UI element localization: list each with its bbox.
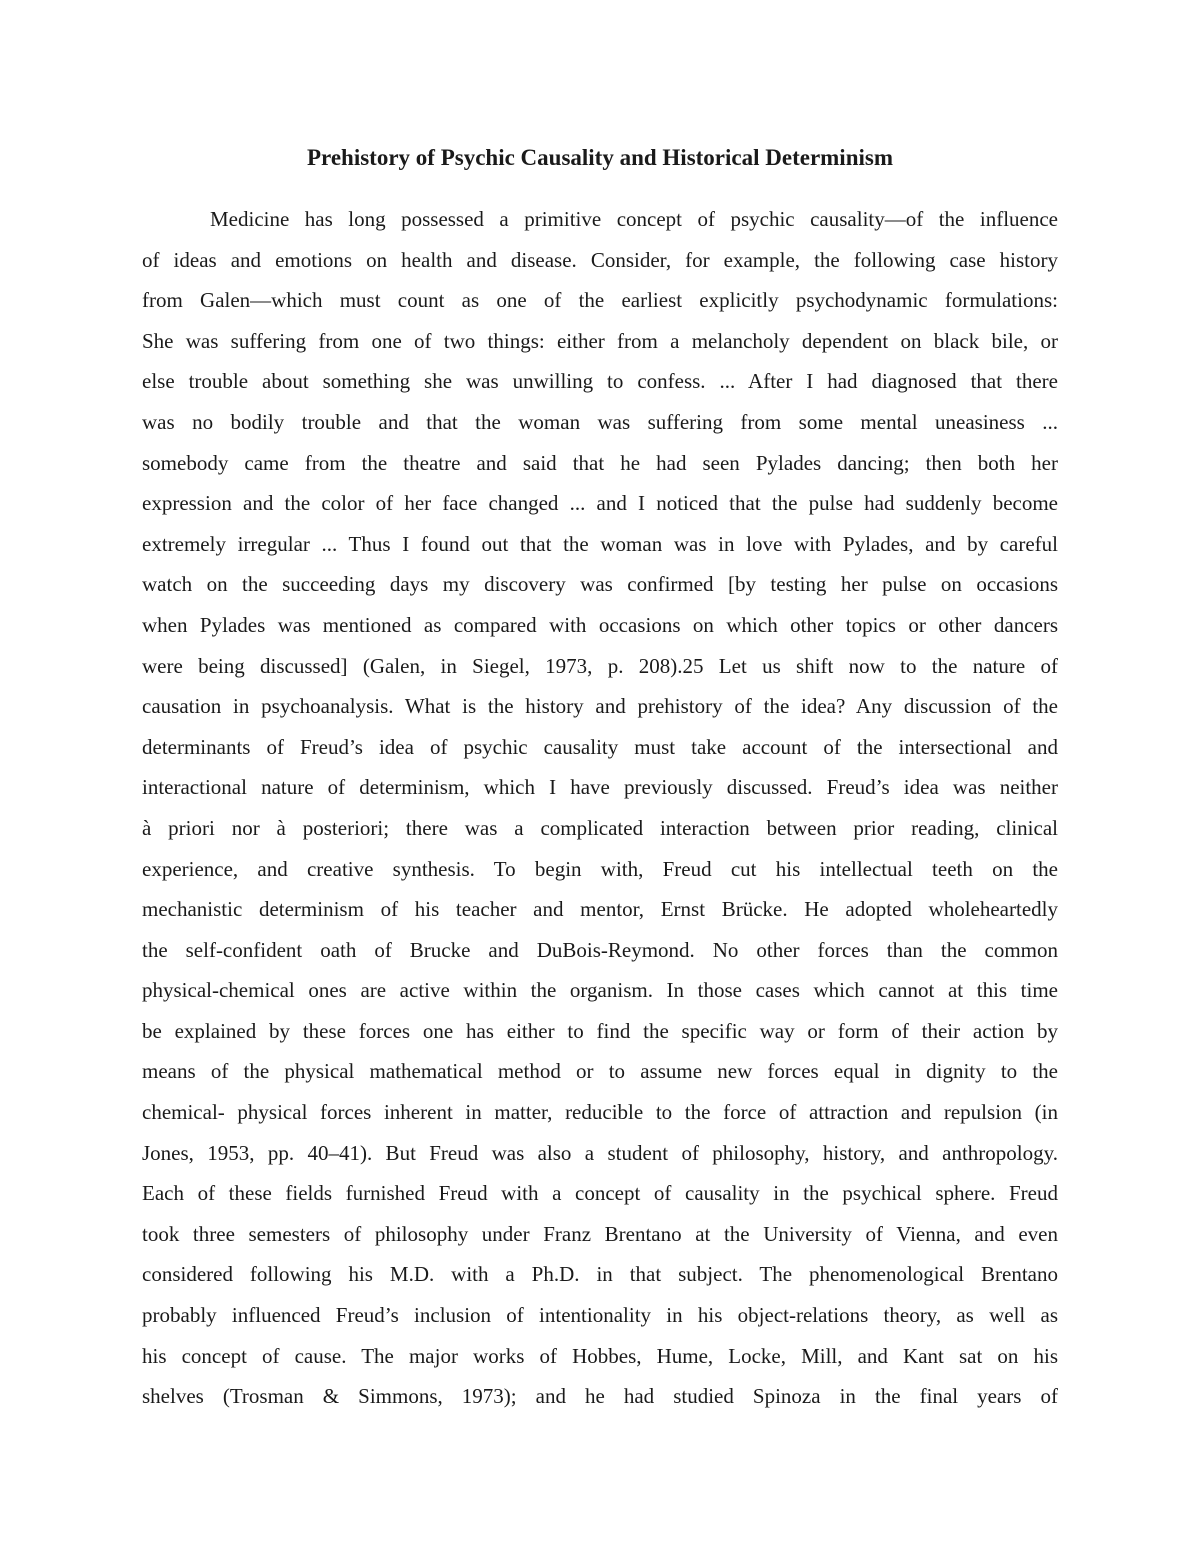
text-line: extremely irregular ... Thus I found out that the woman was in love with Pylades, and by careful	[142, 531, 1058, 556]
text-line: expression and the color of her face changed ... and I noticed that the pulse had suddenly become	[142, 491, 1058, 516]
text-line: à priori nor à posteriori; there was a complicated interaction between prior reading, clinical	[142, 815, 1058, 840]
text-line: Medicine has long possessed a primitive concept of psychic causality—of the influence	[210, 207, 1058, 231]
text-line: from Galen—which must count as one of the earliest explicitly psychodynamic formulations:	[142, 288, 1058, 313]
text-line: when Pylades was mentioned as compared with occasions on which other topics or other dancers	[142, 612, 1058, 637]
text-line: determinants of Freud’s idea of psychic causality must take account of the intersectional and	[142, 734, 1058, 759]
document-title: Prehistory of Psychic Causality and Historical Determinism	[306, 145, 893, 170]
text-line: means of the physical mathematical method or to assume new forces equal in dignity to the	[142, 1059, 1058, 1084]
text-line: Each of these fields furnished Freud with a concept of causality in the psychical sphere. Freud	[142, 1181, 1058, 1206]
text-line: watch on the succeeding days my discovery was confirmed [by testing her pulse on occasions	[142, 572, 1058, 597]
text-line: probably influenced Freud’s inclusion of intentionality in his object-relations theory, as well as	[142, 1303, 1058, 1328]
text-line: She was suffering from one of two things: either from a melancholy dependent on black bile, or	[142, 328, 1058, 353]
text-line: were being discussed] (Galen, in Siegel, 1973, p. 208).25 Let us shift now to the nature of	[142, 653, 1058, 678]
text-line: interactional nature of determinism, which I have previously discussed. Freud’s idea was neither	[142, 775, 1058, 800]
body-paragraph	[142, 199, 1058, 1417]
text-line: be explained by these forces one has either to find the specific way or form of their action by	[142, 1018, 1058, 1043]
text-line: mechanistic determinism of his teacher and mentor, Ernst Brücke. He adopted wholeheartedly	[142, 897, 1058, 922]
text-line: shelves (Trosman & Simmons, 1973); and he had studied Spinoza in the final years of	[142, 1384, 1058, 1409]
text-line: experience, and creative synthesis. To begin with, Freud cut his intellectual teeth on the	[142, 856, 1058, 881]
text-line: his concept of cause. The major works of Hobbes, Hume, Locke, Mill, and Kant sat on his	[142, 1343, 1058, 1368]
text-line: somebody came from the theatre and said that he had seen Pylades dancing; then both her	[142, 450, 1058, 475]
text-line: Jones, 1953, pp. 40–41). But Freud was also a student of philosophy, history, and anthropology.	[142, 1140, 1058, 1165]
text-line: considered following his M.D. with a Ph.D. in that subject. The phenomenological Brentano	[142, 1262, 1058, 1287]
text-line: took three semesters of philosophy under Franz Brentano at the University of Vienna, and even	[142, 1221, 1058, 1246]
text-line: physical-chemical ones are active within the organism. In those cases which cannot at this time	[142, 978, 1058, 1003]
text-line: the self-confident oath of Brucke and DuBois-Reymond. No other forces than the common	[142, 937, 1058, 962]
text-line: else trouble about something she was unwilling to confess. ... After I had diagnosed that there	[142, 369, 1058, 394]
text-line: chemical- physical forces inherent in matter, reducible to the force of attraction and repulsion (in	[142, 1100, 1058, 1125]
text-line: was no bodily trouble and that the woman was suffering from some mental uneasiness ...	[142, 409, 1058, 434]
text-line: of ideas and emotions on health and disease. Consider, for example, the following case history	[142, 247, 1058, 272]
text-line: causation in psychoanalysis. What is the history and prehistory of the idea? Any discussion of the	[142, 694, 1058, 719]
